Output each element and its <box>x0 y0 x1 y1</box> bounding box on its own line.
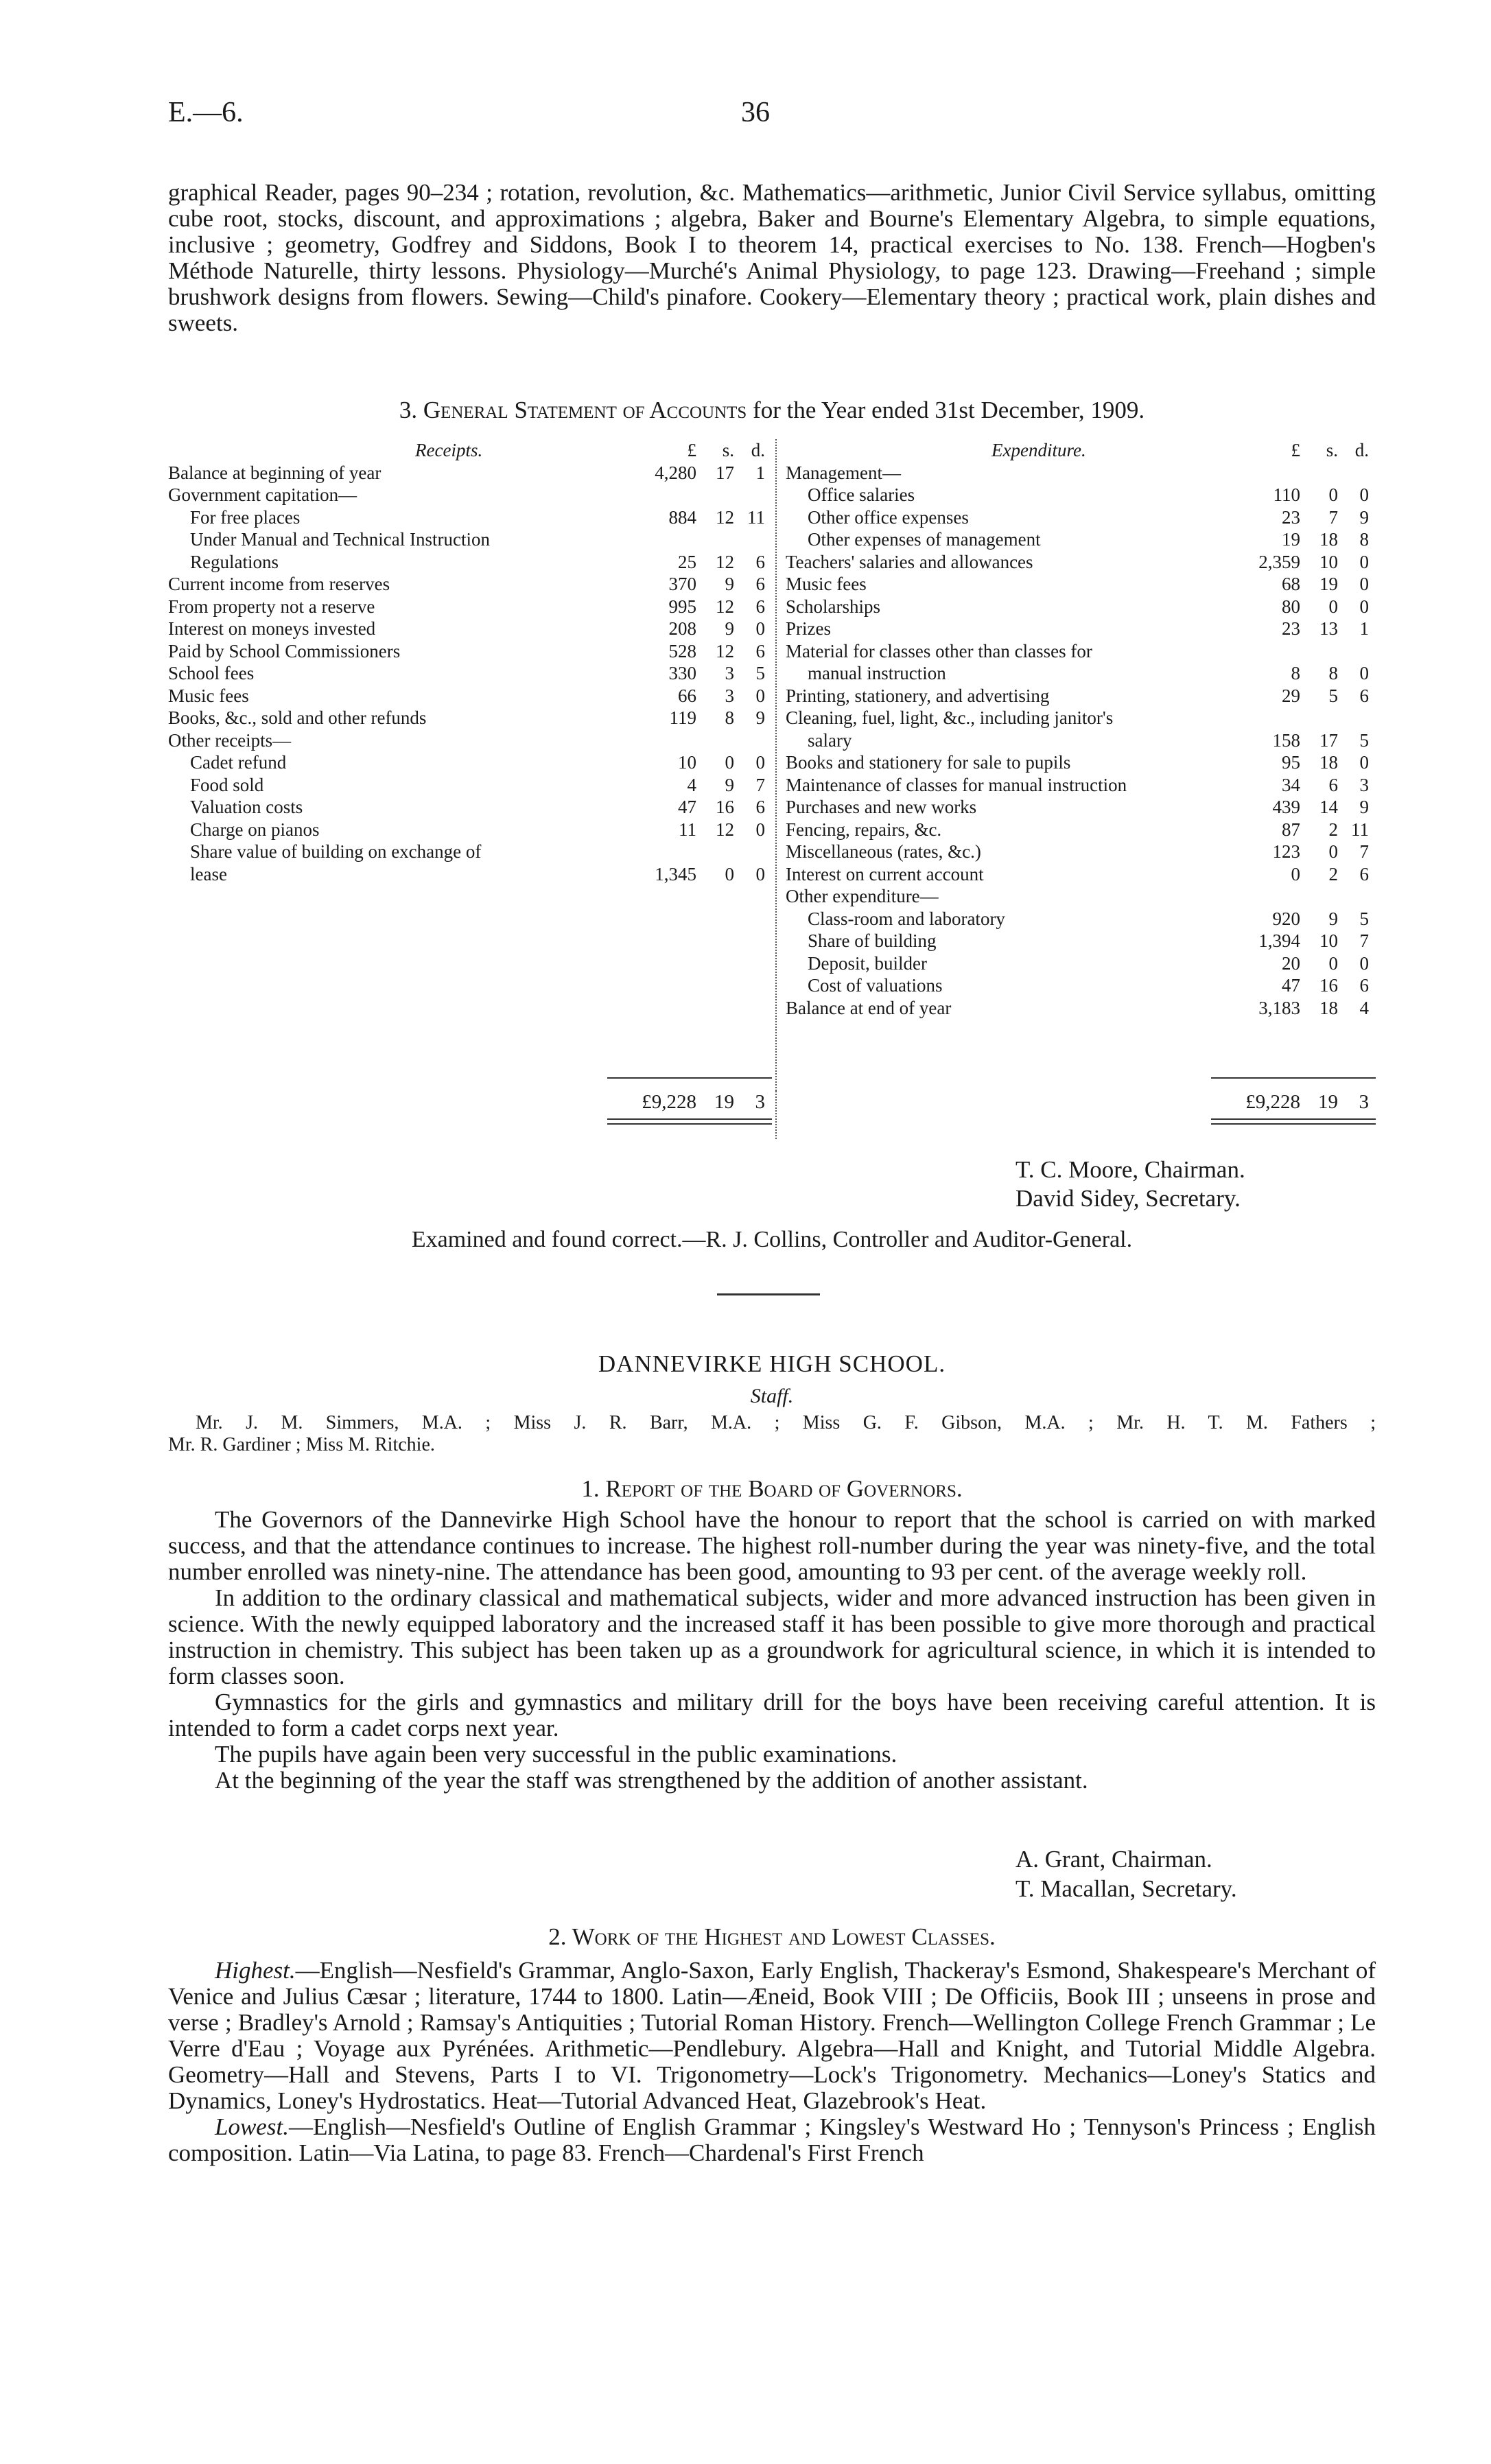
receipt-amount-pounds: 47 <box>678 797 696 817</box>
report-heading: 1. Report of the Board of Governors. <box>581 1475 963 1502</box>
highest-label: Highest. <box>215 1957 296 1984</box>
report-paragraph-2: In addition to the ordinary classical and mathematical subjects, wider and more advanced instruction has been given in science. With the newly equipped laboratory and the increased staff it has been possible to give more thorough and practical instruction in chemistry. This subject has been taken up as a groundwork for agricultural science, in which it is intended to form classes soon. <box>168 1584 1376 1689</box>
receipt-label: From property not a reserve <box>168 596 375 617</box>
expenditure-row <box>786 908 1376 930</box>
expenditure-column <box>786 439 1376 1019</box>
expenditure-row <box>786 997 1376 1020</box>
expenditure-total-row <box>786 1091 1376 1114</box>
expenditure-label: Purchases and new works <box>786 797 977 817</box>
expenditure-amount-pence: 5 <box>1359 908 1369 929</box>
receipt-row <box>168 685 772 707</box>
receipts-total-pounds: £9,228 <box>642 1091 696 1113</box>
expenditure-label: Deposit, builder <box>808 952 927 974</box>
receipt-row <box>168 640 772 663</box>
receipt-amount-pence: 0 <box>755 685 765 706</box>
expenditure-amount-pounds: 3,183 <box>1258 997 1300 1018</box>
expenditure-label: Management— <box>786 462 901 483</box>
expenditure-row <box>786 618 1376 640</box>
receipt-row <box>168 819 772 841</box>
expenditure-amount-pounds: 23 <box>1282 618 1300 639</box>
expenditure-label: Class-room and laboratory <box>808 908 1005 929</box>
expenditure-total-shillings: 19 <box>1318 1091 1338 1113</box>
expenditure-double-rule <box>1211 1118 1376 1125</box>
expenditure-label: manual instruction <box>808 663 946 683</box>
expenditure-amount-pence: 1 <box>1359 618 1369 639</box>
expenditure-amount-pounds: 0 <box>1291 863 1300 884</box>
expenditure-total-pence: 3 <box>1359 1091 1369 1113</box>
receipt-amount-pounds: 528 <box>668 640 696 661</box>
expenditure-row <box>786 930 1376 952</box>
report-paragraph-1: The Governors of the Dannevirke High School have the honour to report that the school is carried on with marked success, and that the attendance continues to increase. The highest roll-number during the year was ninety-five, and the total number enrolled was ninety-nine. The attendance has been good, amounting to 93 per cent. of the average weekly roll. <box>168 1506 1376 1585</box>
receipt-row <box>168 484 772 506</box>
receipt-amount-pounds: 11 <box>679 819 696 840</box>
accounts-secretary-signature: David Sidey, Secretary. <box>1015 1185 1241 1212</box>
lowest-label: Lowest. <box>215 2113 289 2140</box>
expenditure-header-row <box>786 439 1376 462</box>
expenditure-row <box>786 640 1376 663</box>
receipt-amount-shillings: 3 <box>725 685 734 706</box>
lowest-text: —English—Nesfield's Outline of English Grammar ; Kingsley's Westward Ho ; Tennyson's Princess ; English composition. Latin—Via Latina, to page 83. French—Chardenal's First French <box>168 2113 1376 2166</box>
receipt-label: Interest on moneys invested <box>168 618 376 639</box>
expenditure-amount-shillings: 18 <box>1319 997 1338 1018</box>
expenditure-label: Printing, stationery, and advertising <box>786 685 1050 706</box>
expenditure-amount-shillings: 0 <box>1328 952 1338 974</box>
staff-heading: Staff. <box>750 1385 794 1407</box>
receipt-amount-pounds: 10 <box>678 752 696 773</box>
receipt-amount-shillings: 8 <box>725 707 734 728</box>
expenditure-row <box>786 484 1376 506</box>
receipt-amount-shillings: 12 <box>716 640 734 661</box>
expenditure-amount-pounds: 439 <box>1272 797 1300 817</box>
receipt-label: Current income from reserves <box>168 574 390 594</box>
expenditure-row <box>786 885 1376 908</box>
column-divider-lower <box>775 1091 777 1139</box>
receipt-amount-shillings: 12 <box>716 596 734 617</box>
receipt-row <box>168 462 772 484</box>
expenditure-row <box>786 528 1376 551</box>
expenditure-amount-pounds: 47 <box>1282 975 1300 996</box>
expenditure-label: Miscellaneous (rates, &c.) <box>786 841 981 862</box>
receipt-amount-pence: 6 <box>755 574 765 594</box>
receipt-amount-pounds: 4,280 <box>655 462 696 483</box>
pound-head: £ <box>1291 440 1300 460</box>
expenditure-amount-pence: 0 <box>1359 574 1369 594</box>
receipts-total-rule <box>607 1077 772 1079</box>
report-body <box>168 1507 1376 1794</box>
expenditure-label: salary <box>808 729 852 751</box>
expenditure-amount-shillings: 19 <box>1319 574 1338 594</box>
expenditure-amount-shillings: 8 <box>1328 663 1338 683</box>
receipt-amount-shillings: 12 <box>716 506 734 528</box>
receipt-label: Share value of building on exchange of <box>190 841 482 862</box>
expenditure-label: Prizes <box>786 618 831 639</box>
board-secretary-signature: T. Macallan, Secretary. <box>1015 1875 1237 1902</box>
receipt-row <box>168 573 772 596</box>
expenditure-amount-shillings: 7 <box>1328 506 1338 528</box>
expenditure-amount-pounds: 87 <box>1282 819 1300 840</box>
receipts-double-rule <box>607 1118 772 1125</box>
receipts-total-row <box>168 1091 772 1114</box>
expenditure-label: Other expenditure— <box>786 886 939 906</box>
expenditure-label: Books and stationery for sale to pupils <box>786 752 1071 773</box>
receipt-row <box>168 796 772 819</box>
expenditure-amount-shillings: 10 <box>1319 551 1338 572</box>
pence-head: d. <box>1354 440 1369 460</box>
expenditure-total-rule <box>1211 1077 1376 1079</box>
page-header-left: E.—6. <box>168 97 244 128</box>
expenditure-amount-shillings: 2 <box>1328 819 1338 840</box>
accounts-statement <box>168 439 1376 1091</box>
expenditure-amount-pence: 4 <box>1359 997 1369 1018</box>
expenditure-amount-pence: 3 <box>1359 774 1369 795</box>
receipt-amount-pounds: 25 <box>678 551 696 572</box>
report-paragraph-3: Gymnastics for the girls and gymnastics and military drill for the boys have been receiving careful attention. It is intended to form a cadet corps next year. <box>168 1689 1376 1741</box>
expenditure-label: Cleaning, fuel, light, &c., including janitor's <box>786 707 1114 728</box>
receipt-row <box>168 528 772 551</box>
expenditure-amount-pounds: 29 <box>1282 685 1300 706</box>
expenditure-label: Scholarships <box>786 596 880 617</box>
receipt-row <box>168 729 772 752</box>
expenditure-row <box>786 774 1376 797</box>
expenditure-label: Office salaries <box>808 484 915 505</box>
expenditure-amount-shillings: 16 <box>1319 975 1338 996</box>
lowest-paragraph <box>168 2114 1376 2166</box>
audit-note: Examined and found correct.—R. J. Collins, Controller and Auditor-General. <box>411 1227 1133 1252</box>
highest-text: —English—Nesfield's Grammar, Anglo-Saxon, Early English, Thackeray's Esmond, Shakespeare's Merchant of Venice and Julius Cæsar ; literature, 1744 to 1800. Latin—Æneid, Book VIII ; De Officiis, Book III ; unseens in prose and verse ; Bradley's Arnold ; Ramsay's Antiquities ; Tutorial Roman History. French—Wellington College French Grammar ; Le Verre d'Eau ; Voyage aux Pyrénées. Arithmetic—Pendlebury. Algebra—Hall and Knight, and Tutorial Middle Algebra. Geometry—Hall and Stevens, Parts I to VI. Trigonometry—Lock's Trigonometry. Mechanics—Loney's Statics and Dynamics, Loney's Hydrostatics. Heat—Tutorial Advanced Heat, Glazebrook's Heat. <box>168 1957 1376 2114</box>
expenditure-amount-pounds: 23 <box>1282 506 1300 528</box>
shilling-head: s. <box>1326 440 1338 460</box>
expenditure-amount-shillings: 10 <box>1319 930 1338 951</box>
expenditure-amount-pounds: 95 <box>1282 752 1300 773</box>
expenditure-label: Maintenance of classes for manual instruction <box>786 774 1127 795</box>
receipts-total-shillings: 19 <box>714 1091 734 1113</box>
receipt-amount-pounds: 884 <box>668 506 696 528</box>
receipts-header-row <box>168 439 772 462</box>
accounts-title <box>168 397 1376 424</box>
expenditure-amount-pence: 0 <box>1359 484 1369 505</box>
expenditure-label: Material for classes other than classes for <box>786 640 1092 661</box>
expenditure-amount-shillings: 18 <box>1319 752 1338 773</box>
receipt-row <box>168 506 772 529</box>
expenditure-amount-pence: 6 <box>1359 685 1369 706</box>
receipts-total-pence: 3 <box>755 1091 765 1113</box>
expenditure-amount-shillings: 0 <box>1328 596 1338 617</box>
staff-list <box>168 1412 1376 1456</box>
expenditure-amount-shillings: 5 <box>1328 685 1338 706</box>
receipt-amount-pounds: 995 <box>668 596 696 617</box>
receipt-label: Regulations <box>190 551 279 572</box>
expenditure-row <box>786 551 1376 574</box>
receipt-amount-pounds: 208 <box>668 618 696 639</box>
receipt-amount-pence: 6 <box>755 551 765 572</box>
expenditure-amount-pence: 0 <box>1359 663 1369 683</box>
expenditure-row <box>786 685 1376 707</box>
receipts-total-block <box>168 1091 772 1114</box>
expenditure-amount-pounds: 34 <box>1282 774 1300 795</box>
expenditure-amount-pounds: 2,359 <box>1258 551 1300 572</box>
receipt-amount-pounds: 4 <box>687 774 696 795</box>
expenditure-amount-pounds: 1,394 <box>1258 930 1300 951</box>
receipt-amount-pounds: 66 <box>678 685 696 706</box>
expenditure-label: Teachers' salaries and allowances <box>786 551 1033 572</box>
receipt-amount-pence: 0 <box>755 752 765 773</box>
expenditure-amount-pence: 0 <box>1359 596 1369 617</box>
receipt-row <box>168 618 772 640</box>
work-heading: 2. Work of the Highest and Lowest Classes. <box>548 1923 996 1950</box>
page-number: 36 <box>741 97 770 128</box>
receipt-amount-pence: 9 <box>755 707 765 728</box>
receipt-row <box>168 662 772 685</box>
receipts-heading: Receipts. <box>415 440 483 460</box>
section-rule <box>717 1293 820 1295</box>
receipt-amount-pounds: 1,345 <box>655 863 696 884</box>
staff-line-2: Mr. R. Gardiner ; Miss M. Ritchie. <box>168 1434 435 1455</box>
receipt-label: lease <box>190 863 227 884</box>
expenditure-amount-pounds: 19 <box>1282 529 1300 550</box>
expenditure-amount-pence: 9 <box>1359 797 1369 817</box>
expenditure-row <box>786 952 1376 975</box>
receipt-row <box>168 863 772 886</box>
expenditure-label: Other expenses of management <box>808 529 1041 550</box>
receipt-amount-shillings: 0 <box>725 752 734 773</box>
expenditure-row <box>786 707 1376 729</box>
accounts-totals <box>168 1091 1376 1139</box>
expenditure-amount-shillings: 14 <box>1319 797 1338 817</box>
receipt-label: Food sold <box>190 774 264 795</box>
receipt-amount-shillings: 12 <box>716 819 734 840</box>
receipt-amount-pence: 6 <box>755 640 765 661</box>
expenditure-row <box>786 863 1376 886</box>
school-title: DANNEVIRKE HIGH SCHOOL. <box>598 1350 946 1377</box>
receipt-amount-shillings: 17 <box>716 462 734 483</box>
expenditure-amount-pounds: 80 <box>1282 596 1300 617</box>
receipt-label: Government capitation— <box>168 484 357 505</box>
expenditure-amount-pence: 0 <box>1359 752 1369 773</box>
expenditure-amount-shillings: 0 <box>1328 841 1338 862</box>
pence-head: d. <box>751 440 765 460</box>
receipt-amount-shillings: 9 <box>725 774 734 795</box>
receipt-label: Balance at beginning of year <box>168 462 381 483</box>
expenditure-row <box>786 596 1376 618</box>
receipt-amount-pence: 0 <box>755 819 765 840</box>
highest-paragraph <box>168 1958 1376 2114</box>
report-paragraph-5: At the beginning of the year the staff was strengthened by the addition of another assistant. <box>215 1767 1088 1794</box>
expenditure-amount-pence: 7 <box>1359 930 1369 951</box>
receipt-label: Cadet refund <box>190 752 287 773</box>
expenditure-amount-pounds: 158 <box>1272 729 1300 751</box>
report-paragraph-4: The pupils have again been very successful in the public examinations. <box>215 1741 897 1768</box>
receipt-amount-pounds: 370 <box>668 574 696 594</box>
expenditure-amount-pence: 0 <box>1359 551 1369 572</box>
expenditure-amount-pence: 8 <box>1359 529 1369 550</box>
expenditure-amount-pence: 11 <box>1351 819 1369 840</box>
receipt-row <box>168 596 772 618</box>
expenditure-label: Balance at end of year <box>786 997 952 1018</box>
expenditure-label: Fencing, repairs, &c. <box>786 819 942 840</box>
expenditure-amount-shillings: 6 <box>1328 774 1338 795</box>
receipts-column <box>168 439 772 885</box>
receipt-label: School fees <box>168 663 255 683</box>
receipt-amount-pence: 6 <box>755 596 765 617</box>
receipt-amount-pence: 7 <box>755 774 765 795</box>
receipt-label: Valuation costs <box>190 797 303 817</box>
receipt-amount-shillings: 0 <box>725 863 734 884</box>
receipt-amount-shillings: 16 <box>716 797 734 817</box>
receipt-amount-pounds: 119 <box>669 707 696 728</box>
receipt-row <box>168 707 772 729</box>
expenditure-amount-pounds: 920 <box>1272 908 1300 929</box>
expenditure-amount-pence: 6 <box>1359 975 1369 996</box>
receipt-label: Music fees <box>168 685 249 706</box>
intro-paragraph: graphical Reader, pages 90–234 ; rotation, revolution, &c. Mathematics—arithmetic, Junior Civil Service syllabus, omitting cube root, stocks, discount, and approximations ; algebra, Baker and Bourne's Elementary Algebra, to simple equations, inclusive ; geometry, Godfrey and Siddons, Book I to theorem 14, practical exercises to No. 138. French—Hogben's Méthode Naturelle, thirty lessons. Physiology—Murché's Animal Physiology, to page 123. Drawing—Freehand ; simple brushwork designs from flowers. Sewing—Child's pinafore. Cookery—Elementary theory ; practical work, plain dishes and sweets. <box>168 179 1376 336</box>
expenditure-amount-shillings: 13 <box>1319 618 1338 639</box>
board-chairman-signature: A. Grant, Chairman. <box>1015 1846 1212 1873</box>
accounts-chairman-signature: T. C. Moore, Chairman. <box>1015 1156 1245 1183</box>
expenditure-total-pounds: £9,228 <box>1245 1091 1300 1113</box>
expenditure-label: Other office expenses <box>808 506 969 528</box>
pound-head: £ <box>687 440 696 460</box>
receipt-amount-shillings: 9 <box>725 574 734 594</box>
expenditure-row <box>786 819 1376 841</box>
expenditure-label: Cost of valuations <box>808 975 943 996</box>
expenditure-row <box>786 796 1376 819</box>
expenditure-amount-shillings: 0 <box>1328 484 1338 505</box>
receipt-amount-pence: 11 <box>747 506 765 528</box>
receipts-rows <box>168 462 772 886</box>
shilling-head: s. <box>722 440 734 460</box>
accounts-title-caps: General Statement of Accounts <box>423 397 747 423</box>
expenditure-amount-shillings: 2 <box>1328 863 1338 884</box>
receipt-label: For free places <box>190 506 301 528</box>
expenditure-amount-pence: 9 <box>1359 506 1369 528</box>
expenditure-amount-pounds: 20 <box>1282 952 1300 974</box>
expenditure-amount-pounds: 8 <box>1291 663 1300 683</box>
expenditure-amount-shillings: 9 <box>1328 908 1338 929</box>
receipt-amount-pence: 0 <box>755 618 765 639</box>
expenditure-amount-pounds: 123 <box>1272 841 1300 862</box>
expenditure-amount-shillings: 18 <box>1319 529 1338 550</box>
expenditure-total-block <box>786 1091 1376 1114</box>
receipt-amount-pounds: 330 <box>668 663 696 683</box>
accounts-title-number: 3. <box>399 397 418 423</box>
expenditure-row <box>786 974 1376 997</box>
receipt-amount-pence: 1 <box>755 462 765 483</box>
receipt-amount-pence: 0 <box>755 863 765 884</box>
expenditure-row <box>786 573 1376 596</box>
accounts-title-rest: for the Year ended 31st December, 1909. <box>753 397 1145 423</box>
expenditure-row <box>786 841 1376 863</box>
receipt-amount-pence: 5 <box>755 663 765 683</box>
column-divider <box>775 439 777 1091</box>
receipt-label: Paid by School Commissioners <box>168 640 401 661</box>
expenditure-amount-pence: 6 <box>1359 863 1369 884</box>
receipt-label: Books, &c., sold and other refunds <box>168 707 427 728</box>
expenditure-amount-pence: 5 <box>1359 729 1369 751</box>
receipt-label: Under Manual and Technical Instruction <box>190 529 490 550</box>
expenditure-amount-pence: 7 <box>1359 841 1369 862</box>
receipt-amount-shillings: 9 <box>725 618 734 639</box>
expenditure-row <box>786 506 1376 529</box>
expenditure-row <box>786 729 1376 752</box>
work-body <box>168 1958 1376 2166</box>
receipt-label: Other receipts— <box>168 729 292 751</box>
expenditure-amount-pence: 0 <box>1359 952 1369 974</box>
expenditure-amount-shillings: 17 <box>1319 729 1338 751</box>
expenditure-label: Interest on current account <box>786 863 984 884</box>
expenditure-label: Music fees <box>786 574 867 594</box>
expenditure-label: Share of building <box>808 930 937 951</box>
receipt-amount-pence: 6 <box>755 797 765 817</box>
staff-line-1: Mr. J. M. Simmers, M.A. ; Miss J. R. Barr, M.A. ; Miss G. F. Gibson, M.A. ; Mr. H. T. M. Fathers ; <box>196 1412 1376 1433</box>
receipt-row <box>168 841 772 863</box>
receipt-amount-shillings: 12 <box>716 551 734 572</box>
receipt-label: Charge on pianos <box>190 819 320 840</box>
expenditure-rows <box>786 462 1376 1020</box>
receipt-row <box>168 774 772 797</box>
expenditure-heading: Expenditure. <box>991 440 1086 460</box>
intro-block <box>168 180 1376 336</box>
expenditure-amount-pounds: 110 <box>1273 484 1300 505</box>
expenditure-amount-pounds: 68 <box>1282 574 1300 594</box>
receipt-row <box>168 551 772 574</box>
expenditure-row <box>786 751 1376 774</box>
receipt-row <box>168 751 772 774</box>
expenditure-row <box>786 662 1376 685</box>
expenditure-row <box>786 462 1376 484</box>
receipt-amount-shillings: 3 <box>725 663 734 683</box>
